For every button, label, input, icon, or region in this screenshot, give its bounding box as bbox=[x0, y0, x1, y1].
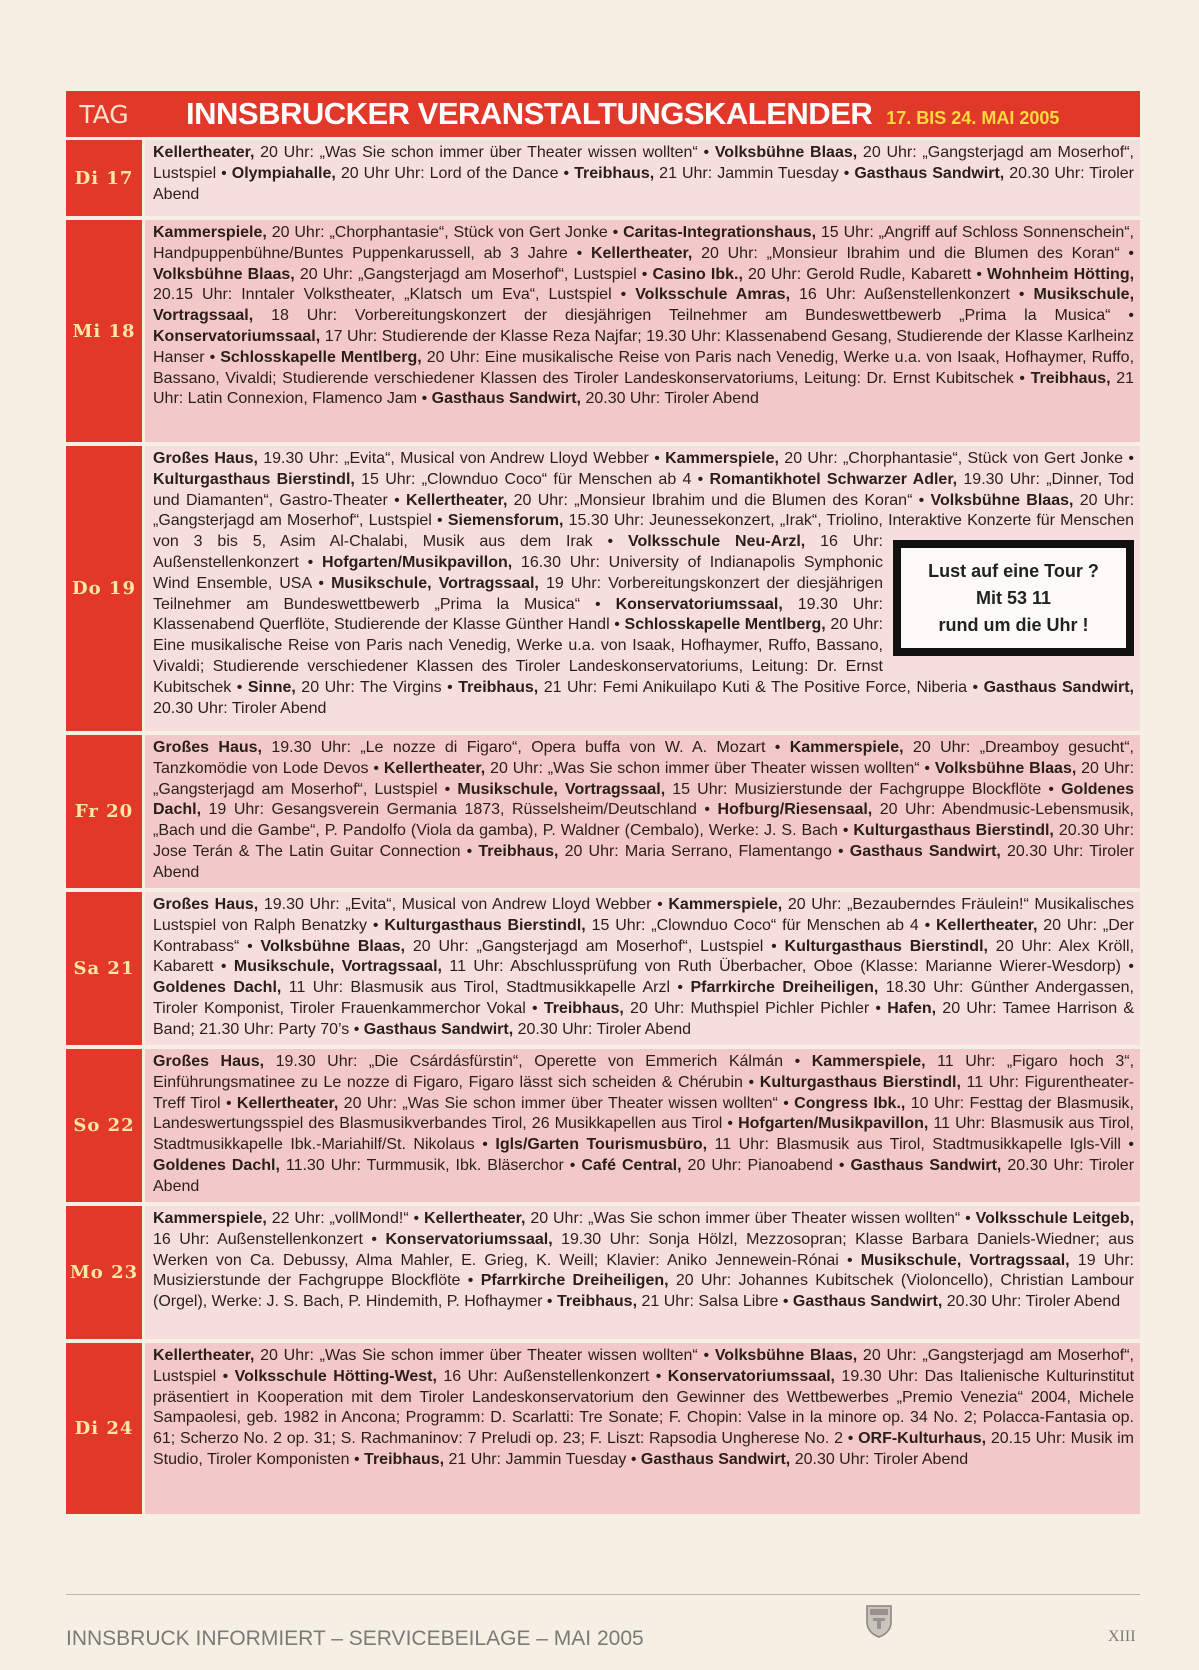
venue-name: Pfarrkirche Dreiheiligen, bbox=[480, 1272, 669, 1290]
day-label: Mo 23 bbox=[66, 1206, 142, 1339]
event-text: 20 Uhr: „Der Kontrabass“ • bbox=[153, 916, 1135, 955]
event-text: 19 Uhr: Gesangsverein Germania 1873, Rüsselsheim/Deutschland • bbox=[201, 801, 718, 819]
event-text: 21 Uhr: Jammin Tuesday • bbox=[444, 1450, 641, 1468]
event-text: 19.30 Uhr: „Evita“, Musical von Andrew Lloyd Webber • bbox=[257, 450, 666, 467]
day-row bbox=[66, 892, 1140, 1045]
venue-name: Volksschule Leitgeb, bbox=[975, 1210, 1135, 1227]
event-text: 20 Uhr: Eine musikalische Reise von Paris nach Venedig, Werke u.a. von Isaak, Hofhaymer, Ruffo, Bassano, Vivaldi; Studierende verschiedener Klassen des Tiroler Landeskonservatoriums, Leitung: Dr. Ernst Kubitschek • bbox=[153, 616, 883, 696]
event-text: 20 Uhr: „Was Sie schon immer über Theater wissen wollten“ • bbox=[338, 1094, 795, 1112]
event-text: 15.30 Uhr: Jeunessekonzert, „Irak“, Triolino, Interaktive Konzerte für Menschen von 3 bis 5, Asim Al-Chalabi, Musik aus dem Irak • bbox=[153, 512, 1135, 551]
venue-name: Kellertheater, bbox=[383, 759, 486, 777]
event-text: 19 Uhr: Vorbereitungskonzert der diesjährigen Teilnehmer am Bundeswettbewerb „Prima la Musica“ • bbox=[153, 574, 883, 613]
day-label: Do 19 bbox=[66, 446, 142, 731]
event-text: 16 Uhr: Außenstellenkonzert • bbox=[153, 1230, 386, 1248]
event-text: 11 Uhr: Abschlussprüfung von Ruth Überbacher, Oboe (Klasse: Marianne Wierer-Wesdorp) • bbox=[441, 958, 1134, 976]
venue-name: ORF-Kulturhaus, bbox=[858, 1430, 987, 1448]
venue-name: Volksschule Hötting-West, bbox=[234, 1367, 437, 1385]
venue-name: Kellertheater, bbox=[424, 1210, 526, 1227]
day-events bbox=[145, 892, 1140, 1045]
event-text: 21 Uhr: Jammin Tuesday • bbox=[654, 164, 855, 182]
event-text: 20.30 Uhr: Tiroler Abend bbox=[513, 1020, 692, 1038]
event-text: 20 Uhr: „Monsieur Ibrahim und die Blumen des Koran“ • bbox=[507, 491, 931, 509]
venue-name: Gasthaus Sandwirt, bbox=[850, 1156, 1002, 1174]
venue-name: Gasthaus Sandwirt, bbox=[854, 164, 1005, 182]
event-text: 15 Uhr: Musizierstunde der Fachgruppe Blockflöte • bbox=[665, 780, 1062, 798]
tour-ad-line1: Lust auf eine Tour ? bbox=[928, 560, 1099, 581]
event-text: 16.30 Uhr: University of Indianapolis Symphonic Wind Ensemble, USA • bbox=[153, 553, 883, 592]
event-text: 19.30 Uhr: „Dinner, Tod und Diamanten“, Gastro-Theater • bbox=[153, 470, 1135, 509]
day-label: Fr 20 bbox=[66, 735, 142, 888]
event-text: 19 Uhr: Musizierstunde der Fachgruppe Blockflöte • bbox=[153, 1251, 1134, 1290]
venue-name: Kellertheater, bbox=[153, 144, 255, 161]
venue-name: Kellertheater, bbox=[406, 491, 508, 509]
event-text: 20 Uhr: Abendmusic-Lebensmusik, „Bach und die Gambe“, P. Pandolfo (Viola da gamba), P. Waldner (Cembalo), Werke: J. S. Bach • bbox=[153, 801, 1134, 840]
innsbruck-crest-icon bbox=[865, 1604, 893, 1638]
day-row bbox=[66, 446, 1140, 731]
event-text: 20 Uhr: Tamee Harrison & Band; 21.30 Uhr: Party 70’s • bbox=[153, 999, 1135, 1038]
venue-name: Volksbühne Blaas, bbox=[153, 265, 295, 283]
event-text: 20 Uhr: „Monsieur Ibrahim und die Blumen des Koran“ • bbox=[692, 244, 1135, 262]
venue-name: Gasthaus Sandwirt, bbox=[792, 1293, 943, 1311]
calendar-header bbox=[66, 91, 1140, 137]
day-row bbox=[66, 220, 1140, 442]
venue-name: Siemensforum, bbox=[447, 512, 564, 530]
tour-box-wrap bbox=[893, 540, 1134, 656]
venue-name: Großes Haus, bbox=[153, 896, 259, 913]
event-text: 11 Uhr: Blasmusik aus Tirol, Stadtmusikkapelle Arzl • bbox=[281, 979, 691, 997]
event-text: 21 Uhr: Salsa Libre • bbox=[637, 1293, 793, 1311]
event-text: 11 Uhr: Blasmusik aus Tirol, Stadtmusikkapelle Igls-Vill • bbox=[707, 1136, 1134, 1154]
event-text: 20.30 Uhr: Tiroler Abend bbox=[153, 842, 1134, 881]
venue-name: Treibhaus, bbox=[1030, 369, 1111, 387]
event-text: 22 Uhr: „vollMond!“ • bbox=[266, 1210, 425, 1227]
event-text: 20 Uhr: Alex Kröll, Kabarett • bbox=[153, 937, 1135, 976]
day-events bbox=[145, 1049, 1140, 1202]
venue-name: Goldenes Dachl, bbox=[153, 1156, 280, 1174]
event-text: 11 Uhr: Figurentheater-Treff Tirol • bbox=[153, 1073, 1134, 1112]
venue-name: Igls/Garten Tourismusbüro, bbox=[495, 1136, 708, 1154]
event-text: 11 Uhr: „Figaro hoch 3“, Einführungsmatinee zu Le nozze di Figaro, Figaro lässt sich scheiden & Chérubin • bbox=[153, 1053, 1135, 1091]
event-text: 18 Uhr: Vorbereitungskonzert der diesjährigen Teilnehmer am Bundeswettbewerb „Prima la Musica“ • bbox=[253, 307, 1134, 325]
footer-divider bbox=[66, 1594, 1140, 1595]
event-text: 21 Uhr: Latin Connexion, Flamenco Jam • bbox=[153, 369, 1134, 408]
venue-name: Volksbühne Blaas, bbox=[930, 491, 1074, 509]
event-text: 11 Uhr: Blasmusik aus Tirol, Stadtmusikkapelle Ibk.-Mariahilf/St. Nikolaus • bbox=[153, 1115, 1134, 1154]
event-text: 20 Uhr: Muthspiel Pichler Pichler • bbox=[623, 999, 888, 1017]
tag-column-label: TAG bbox=[79, 99, 129, 129]
event-text: 20.30 Uhr: Tiroler Abend bbox=[153, 699, 327, 717]
venue-name: Sinne, bbox=[247, 678, 296, 696]
event-text: 20.15 Uhr: Inntaler Volkstheater, „Klatsch um Eva“, Lustspiel • bbox=[153, 286, 636, 304]
footer-publication: INNSBRUCK INFORMIERT – SERVICEBEILAGE – MAI 2005 bbox=[66, 1627, 644, 1650]
event-text: 10 Uhr: Festtag der Blasmusik, Landeswertungsspiel des Blasmusikverbandes Tirol, 26 Musikkapellen aus Tirol • bbox=[153, 1094, 1135, 1133]
day-events bbox=[145, 140, 1140, 216]
event-text: 19.30 Uhr: Das Italienische Kulturinstitut präsentiert in Kooperation mit dem Tiroler Landeskonservatorium den Gewinner des Wettbewerbes „Premio Venezia“ 2004, Michele Sampaolesi, geb. 1982 in Ancona; Programm: D. Scarlatti: Tre Sonate; F. Chopin: Valse in la minore op. 34 No. 2; Polacca-Fantasia op. 61; Scherzo No. 2 op. 31; S. Rachmaninov: 7 Preludi op. 23; F. Liszt: Rapsodia Ungherese No. 2 • bbox=[153, 1367, 1135, 1448]
event-text: 20 Uhr: Johannes Kubitschek (Violoncello), Christian Lambour (Orgel), Werke: J. S. Bach, P. Hindemith, P. Hofhaymer • bbox=[153, 1272, 1134, 1311]
day-events bbox=[145, 1343, 1140, 1514]
venue-name: Volksbühne Blaas, bbox=[714, 144, 858, 161]
venue-name: Kulturgasthaus Bierstindl, bbox=[153, 470, 355, 488]
event-text: 20.30 Uhr: Jose Terán & The Latin Guitar Connection • bbox=[153, 822, 1135, 860]
venue-name: Kammerspiele, bbox=[811, 1053, 926, 1070]
event-text: 20 Uhr: „Gangsterjagd am Moserhof“, Lustspiel • bbox=[153, 759, 1135, 798]
day-row bbox=[66, 140, 1140, 216]
venue-name: Musikschule, Vortragssaal, bbox=[153, 286, 1135, 325]
event-text: 18.30 Uhr: Günther Andergassen, Tiroler Komponist, Tiroler Frauenkammerchor Vokal • bbox=[153, 979, 1134, 1017]
event-text: 20 Uhr: Gerold Rudle, Kabarett • bbox=[742, 265, 988, 283]
venue-name: Volksbühne Blaas, bbox=[934, 759, 1077, 777]
venue-name: Kammerspiele, bbox=[668, 896, 783, 913]
venue-name: Treibhaus, bbox=[574, 164, 655, 182]
page-number: XIII bbox=[1108, 1628, 1136, 1645]
event-text: 20 Uhr: „Gangsterjagd am Moserhof“, Lustspiel • bbox=[153, 144, 1134, 182]
venue-name: Volksbühne Blaas, bbox=[260, 937, 406, 955]
venue-name: Schlosskapelle Mentlberg, bbox=[220, 348, 422, 366]
venue-name: Musikschule, Vortragssaal, bbox=[233, 958, 442, 976]
event-text: 16 Uhr: Außenstellenkonzert • bbox=[153, 533, 883, 571]
day-label: Mi 18 bbox=[66, 220, 142, 442]
venue-name: Gasthaus Sandwirt, bbox=[983, 678, 1134, 696]
tour-ad-box bbox=[893, 540, 1134, 656]
tour-ad-line2: Mit 53 11 bbox=[975, 587, 1052, 608]
event-text: 16 Uhr: Außenstellenkonzert • bbox=[436, 1367, 668, 1385]
day-events bbox=[145, 735, 1140, 888]
venue-name: Treibhaus, bbox=[543, 999, 624, 1017]
event-text: 20 Uhr: „Gangsterjagd am Moserhof“, Lustspiel • bbox=[405, 937, 785, 955]
venue-name: Musikschule, Vortragssaal, bbox=[457, 780, 666, 798]
event-text: 20.30 Uhr: Tiroler Abend bbox=[581, 390, 759, 408]
day-label: Di 24 bbox=[66, 1343, 142, 1514]
event-text: 20 Uhr: The Virgins • bbox=[295, 678, 459, 696]
day-row bbox=[66, 1206, 1140, 1339]
venue-name: Goldenes Dachl, bbox=[153, 780, 1135, 819]
venue-name: Volksbühne Blaas, bbox=[714, 1347, 858, 1364]
day-label: Sa 21 bbox=[66, 892, 142, 1045]
venue-name: Kammerspiele, bbox=[789, 739, 904, 756]
venue-name: Konservatoriumssaal, bbox=[667, 1367, 835, 1385]
event-text: 20 Uhr: Pianoabend • bbox=[681, 1156, 851, 1174]
event-text: 20.30 Uhr: Tiroler Abend bbox=[942, 1293, 1121, 1311]
venue-name: Romantikhotel Schwarzer Adler, bbox=[709, 470, 958, 488]
venue-name: Treibhaus, bbox=[458, 678, 539, 696]
event-text: 19.30 Uhr: Klassenabend Querflöte, Studierende der Klasse Günther Handl • bbox=[153, 595, 884, 634]
venue-name: Kellertheater, bbox=[236, 1094, 339, 1112]
venue-name: Großes Haus, bbox=[153, 1053, 265, 1070]
venue-name: Treibhaus, bbox=[364, 1450, 445, 1468]
event-text: 21 Uhr: Femi Anikuilapo Kuti & The Positive Force, Niberia • bbox=[538, 678, 984, 696]
event-text: 19.30 Uhr: „Evita“, Musical von Andrew Lloyd Webber • bbox=[258, 896, 669, 913]
venue-name: Großes Haus, bbox=[153, 739, 262, 756]
venue-name: Kellertheater, bbox=[936, 916, 1038, 934]
venue-name: Musikschule, Vortragssaal, bbox=[860, 1251, 1070, 1269]
venue-name: Hafen, bbox=[887, 999, 937, 1017]
tour-ad-line3: rund um die Uhr ! bbox=[938, 614, 1089, 635]
venue-name: Hofgarten/Musikpavillon, bbox=[321, 553, 513, 571]
event-calendar bbox=[66, 140, 1140, 1518]
venue-name: Gasthaus Sandwirt, bbox=[640, 1450, 791, 1468]
day-events bbox=[145, 1206, 1140, 1339]
event-text: 11.30 Uhr: Turmmusik, Ibk. Bläserchor • bbox=[279, 1156, 582, 1174]
event-text: 20 Uhr Uhr: Lord of the Dance • bbox=[335, 164, 575, 182]
event-text: 20 Uhr: „Chorphantasie“, Stück von Gert Jonke • bbox=[266, 224, 624, 241]
venue-name: Casino Ibk., bbox=[652, 265, 743, 283]
venue-name: Kulturgasthaus Bierstindl, bbox=[384, 916, 586, 934]
day-row bbox=[66, 735, 1140, 888]
event-text: 20 Uhr: „Was Sie schon immer über Theater wissen wollten“ • bbox=[254, 1347, 715, 1364]
event-text: 19.30 Uhr: „Die Csárdásfürstin“, Operette von Emmerich Kálmán • bbox=[264, 1053, 812, 1070]
venue-name: Kulturgasthaus Bierstindl, bbox=[853, 822, 1054, 840]
event-text: 20 Uhr: „Was Sie schon immer über Theater wissen wollten“ • bbox=[525, 1210, 976, 1227]
venue-name: Großes Haus, bbox=[153, 450, 258, 467]
event-text: 20 Uhr: „Chorphantasie“, Stück von Gert Jonke • bbox=[778, 450, 1135, 467]
venue-name: Musikschule, Vortragssaal, bbox=[331, 574, 539, 592]
event-text: 20 Uhr: „Bezauberndes Fräulein!“ Musikalisches Lustspiel von Ralph Benatzky • bbox=[153, 896, 1135, 934]
venue-name: Kulturgasthaus Bierstindl, bbox=[759, 1073, 961, 1091]
day-events bbox=[145, 220, 1140, 442]
venue-name: Schlosskapelle Mentlberg, bbox=[624, 616, 826, 634]
event-text: 19.30 Uhr: „Le nozze di Figaro“, Opera buffa von W. A. Mozart • bbox=[261, 739, 790, 756]
venue-name: Gasthaus Sandwirt, bbox=[849, 842, 1001, 860]
event-text: 15 Uhr: „Angriff auf Schloss Sonnenschein“, Handpuppenbühne/Buntes Puppenkarussell, ab 3 Jahre • bbox=[153, 224, 1134, 262]
venue-name: Caritas-Integrationshaus, bbox=[623, 224, 817, 241]
event-text: 15 Uhr: „Clownduo Coco“ für Menschen ab 4 • bbox=[354, 470, 710, 488]
venue-name: Hofgarten/Musikpavillon, bbox=[738, 1115, 929, 1133]
day-row bbox=[66, 1343, 1140, 1514]
event-text: 20 Uhr: „Gangsterjagd am Moserhof“, Lustspiel • bbox=[153, 1347, 1134, 1385]
venue-name: Konservatoriumssaal, bbox=[153, 327, 321, 345]
day-events bbox=[145, 446, 1140, 731]
venue-name: Kellertheater, bbox=[153, 1347, 255, 1364]
event-text: 16 Uhr: Außenstellenkonzert • bbox=[790, 286, 1034, 304]
day-label: Di 17 bbox=[66, 140, 142, 216]
venue-name: Kammerspiele, bbox=[153, 1210, 267, 1227]
venue-name: Gasthaus Sandwirt, bbox=[431, 390, 581, 408]
venue-name: Kellertheater, bbox=[590, 244, 693, 262]
venue-name: Gasthaus Sandwirt, bbox=[363, 1020, 514, 1038]
event-text: 15 Uhr: „Clownduo Coco“ für Menschen ab 4 • bbox=[585, 916, 936, 934]
event-text: 20 Uhr: Eine musikalische Reise von Paris nach Venedig, Werke u.a. von Isaak, Hofhaymer, Ruffo, Bassano, Vivaldi; Studierende verschiedener Klassen des Tiroler Landeskonservatoriums, Leitung: Dr. Ernst Kubitschek • bbox=[153, 348, 1135, 387]
day-row bbox=[66, 1049, 1140, 1202]
venue-name: Pfarrkirche Dreiheiligen, bbox=[690, 979, 879, 997]
event-text: 20.30 Uhr: Tiroler Abend bbox=[153, 1156, 1135, 1195]
event-text: 20 Uhr: „Was Sie schon immer über Theater wissen wollten“ • bbox=[485, 759, 935, 777]
venue-name: Wohnheim Hötting, bbox=[987, 265, 1135, 283]
event-text: 20.15 Uhr: Musik im Studio, Tiroler Komponisten • bbox=[153, 1430, 1134, 1468]
venue-name: Café Central, bbox=[581, 1156, 682, 1174]
event-text: 20.30 Uhr: Tiroler Abend bbox=[153, 164, 1135, 203]
event-text: 20.30 Uhr: Tiroler Abend bbox=[790, 1450, 969, 1468]
venue-name: Olympiahalle, bbox=[231, 164, 336, 182]
venue-name: Hofburg/Riesensaal, bbox=[717, 801, 873, 819]
calendar-title: INNSBRUCKER VERANSTALTUNGSKALENDER bbox=[186, 96, 873, 131]
venue-name: Konservatoriumssaal, bbox=[615, 595, 783, 613]
date-range: 17. BIS 24. MAI 2005 bbox=[886, 107, 1060, 128]
venue-name: Volksschule Neu-Arzl, bbox=[627, 533, 806, 551]
venue-name: Kulturgasthaus Bierstindl, bbox=[784, 937, 988, 955]
venue-name: Konservatoriumssaal, bbox=[385, 1230, 553, 1248]
event-text: 20 Uhr: „Gangsterjagd am Moserhof“, Lustspiel • bbox=[294, 265, 653, 283]
venue-name: Treibhaus, bbox=[556, 1293, 638, 1311]
venue-name: Treibhaus, bbox=[478, 842, 559, 860]
event-text: 19.30 Uhr: Sonja Hölzl, Mezzosopran; Klasse Barbara Daniels-Wiedner; aus Werken von Ca. Debussy, Alma Mahler, E. Grieg, K. Weill; Klavier: Aniko Jennewein-Rónai • bbox=[153, 1230, 1134, 1269]
venue-name: Goldenes Dachl, bbox=[153, 979, 282, 997]
event-text: 20 Uhr: Maria Serrano, Flamentango • bbox=[558, 842, 850, 860]
day-label: So 22 bbox=[66, 1049, 142, 1202]
event-text: 20 Uhr: „Dreamboy gesucht“, Tanzkomödie von Lode Devos • bbox=[153, 739, 1134, 777]
event-text: 20 Uhr: „Gangsterjagd am Moserhof“, Lustspiel • bbox=[153, 491, 1135, 530]
venue-name: Volksschule Amras, bbox=[635, 286, 791, 304]
event-text: 20 Uhr: „Was Sie schon immer über Theater wissen wollten“ • bbox=[254, 144, 715, 161]
event-text: 17 Uhr: Studierende der Klasse Reza Najfar; 19.30 Uhr: Klassenabend Gesang, Studierende der Klasse Karlheinz Hanser • bbox=[153, 327, 1134, 366]
venue-name: Kammerspiele, bbox=[665, 450, 779, 467]
venue-name: Congress Ibk., bbox=[794, 1094, 906, 1112]
venue-name: Kammerspiele, bbox=[153, 224, 267, 241]
